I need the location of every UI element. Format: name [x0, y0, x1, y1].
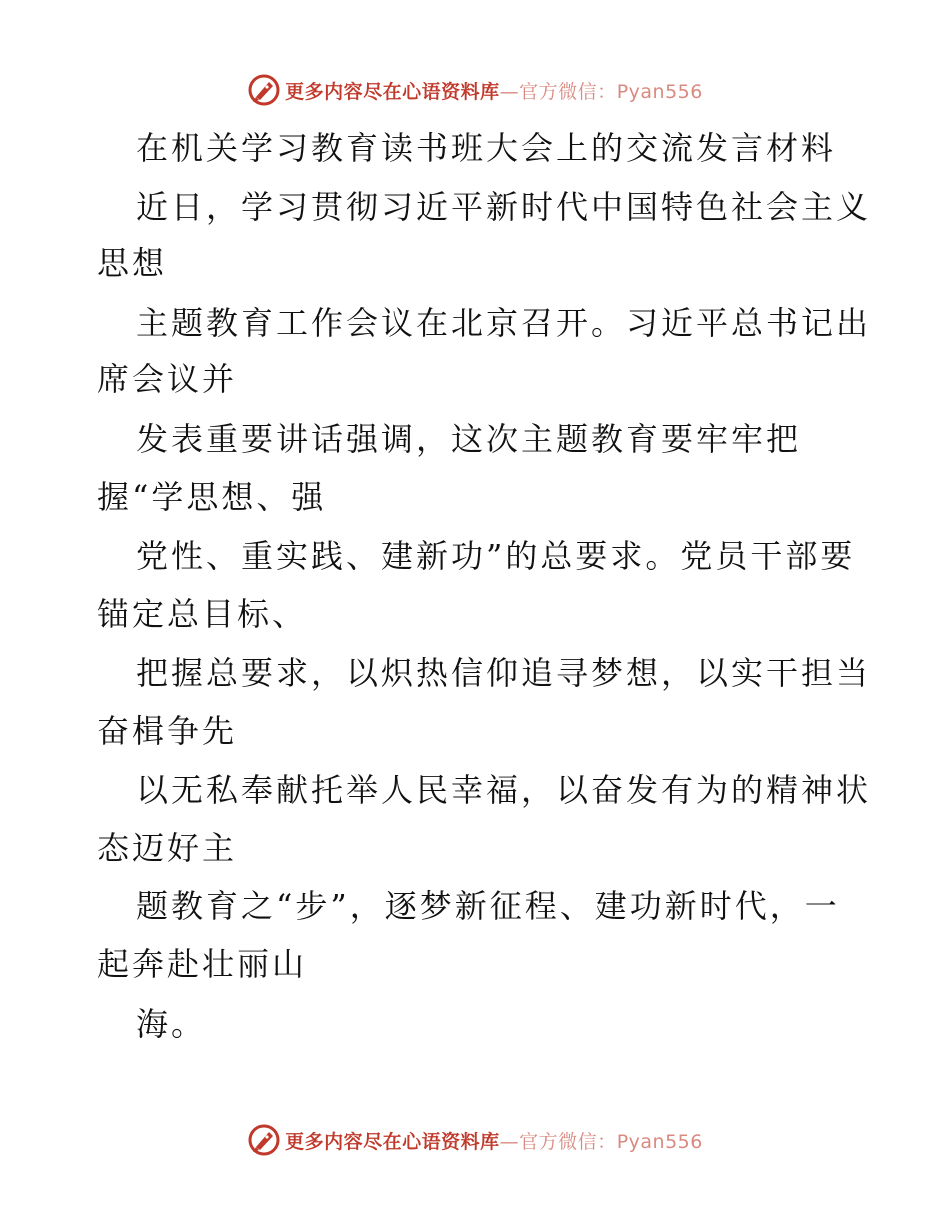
paragraph-line: 把握总要求，以炽热信仰追寻梦想，以实干担当 — [136, 654, 872, 692]
paragraph-line: 近日，学习贯彻习近平新时代中国特色社会主义 — [136, 188, 872, 226]
watermark-wechat-id: Pyan556 — [616, 80, 703, 103]
paragraph-line: 握“学思想、强 — [97, 478, 327, 516]
paragraph-line: 主题教育工作会议在北京召开。习近平总书记出 — [136, 304, 872, 342]
paragraph-line: 发表重要讲话强调，这次主题教育要牢牢把 — [136, 420, 802, 458]
paragraph-line: 思想 — [97, 244, 168, 282]
paragraph-line: 海。 — [136, 1005, 207, 1043]
paragraph-line: 以无私奉献托举人民幸福，以奋发有为的精神状 — [136, 771, 872, 809]
paragraph-line: 党性、重实践、建新功”的总要求。党员干部要 — [136, 537, 856, 575]
footer-watermark — [0, 1120, 950, 1160]
watermark-wechat-id: Pyan556 — [616, 1130, 703, 1153]
watermark-site-text: 更多内容尽在心语资料库 — [285, 80, 500, 103]
paragraph-line: 题教育之“步”，逐梦新征程、建功新时代，一 — [136, 887, 840, 925]
watermark-dash: — — [499, 1130, 520, 1153]
pen-nib-circle-icon — [247, 73, 281, 107]
watermark-wechat-label: 官方微信： — [519, 1130, 617, 1153]
watermark-wechat-label: 官方微信： — [519, 80, 617, 103]
paragraph-line: 席会议并 — [97, 360, 238, 398]
paragraph-line: 态迈好主 — [97, 829, 238, 867]
watermark-site-text: 更多内容尽在心语资料库 — [285, 1130, 500, 1153]
pen-nib-circle-icon — [247, 1123, 281, 1157]
paragraph-line: 奋楫争先 — [97, 712, 238, 750]
header-watermark — [0, 70, 950, 110]
paragraph-line: 起奔赴壮丽山 — [97, 945, 308, 983]
document-title: 在机关学习教育读书班大会上的交流发言材料 — [136, 129, 837, 167]
paragraph-line: 锚定总目标、 — [97, 595, 308, 633]
watermark-dash: — — [499, 80, 520, 103]
